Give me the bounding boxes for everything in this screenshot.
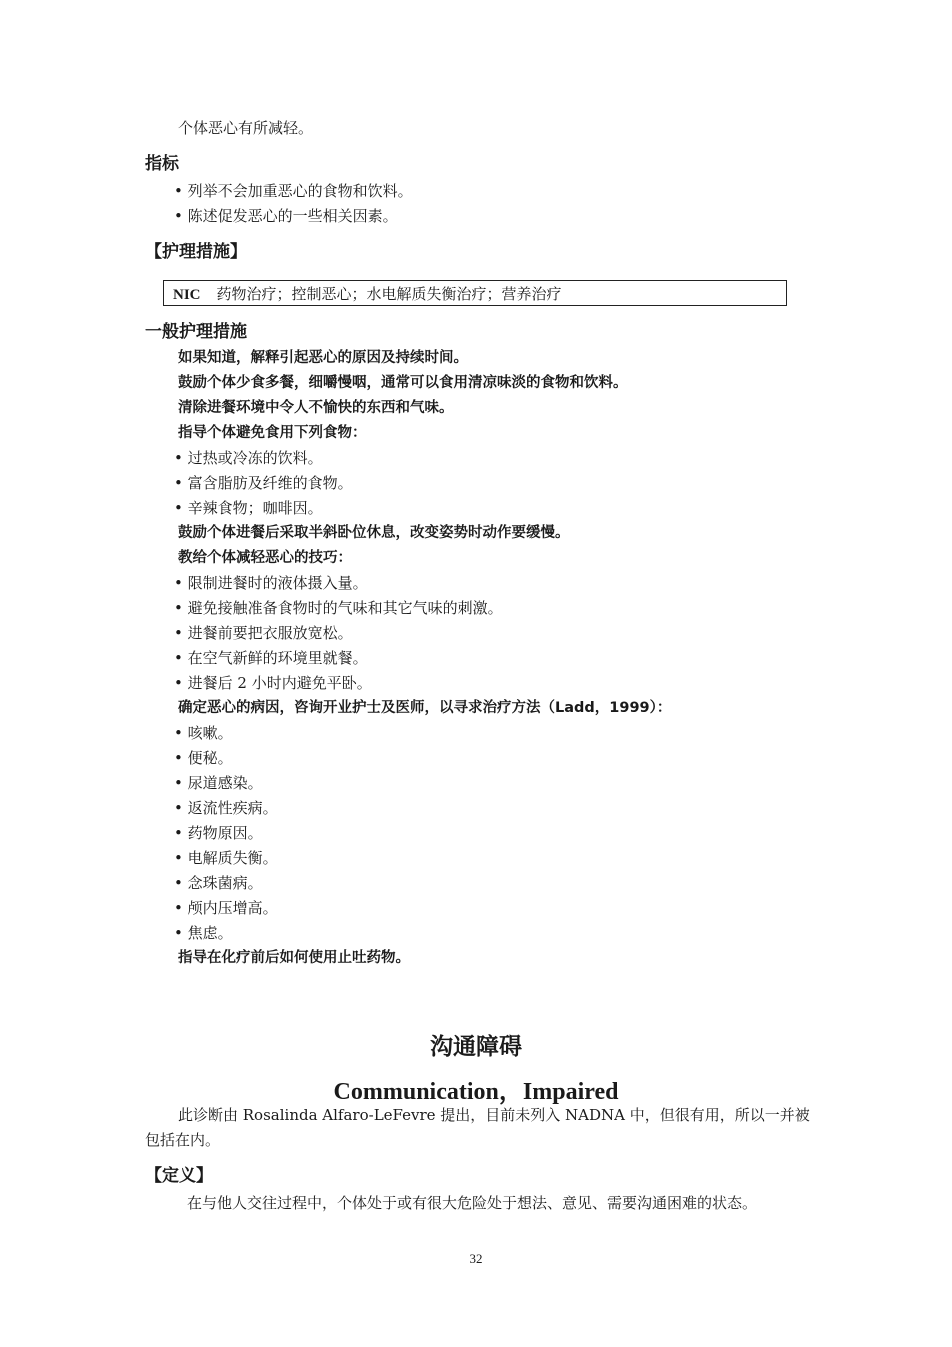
nic-box <box>163 280 787 306</box>
food-item: • 过热或冷冻的饮料。 <box>174 449 323 467</box>
general-heading: 一般护理措施 <box>145 322 247 342</box>
cause-item: • 电解质失衡。 <box>174 849 278 867</box>
measure-text: 指导在化疗前后如何使用止吐药物。 <box>178 950 410 966</box>
measure-text: 鼓励个体进餐后采取半斜卧位休息，改变姿势时动作要缓慢。 <box>178 525 570 541</box>
nic-label: NIC <box>173 287 201 303</box>
cause-item: • 咳嗽。 <box>174 724 233 742</box>
cause-item: • 念珠菌病。 <box>174 874 263 892</box>
section-title-cn: 沟通障碍 <box>430 1034 522 1060</box>
technique-item: • 限制进餐时的液体摄入量。 <box>174 574 368 592</box>
technique-item: • 在空气新鲜的环境里就餐。 <box>174 649 368 667</box>
measure-text: 鼓励个体少食多餐，细嚼慢咽，通常可以食用清凉味淡的食物和饮料。 <box>178 375 628 391</box>
nursing-heading: 【护理措施】 <box>145 242 247 262</box>
cause-item: • 便秘。 <box>174 749 233 767</box>
nic-text: 药物治疗；控制恶心；水电解质失衡治疗；营养治疗 <box>216 285 562 303</box>
measure-text: 教给个体减轻恶心的技巧： <box>178 550 352 566</box>
indicators-heading: 指标 <box>145 154 179 174</box>
indicator-item: • 列举不会加重恶心的食物和饮料。 <box>174 182 413 200</box>
section-title-en: Communication，Impaired <box>333 1079 619 1105</box>
food-item: • 辛辣食物；咖啡因。 <box>174 499 323 517</box>
cause-item: • 尿道感染。 <box>174 774 263 792</box>
cause-item: • 药物原因。 <box>174 824 263 842</box>
measure-text: 指导个体避免食用下列食物： <box>178 425 367 441</box>
section-intro: 此诊断由 Rosalinda Alfaro-LeFevre 提出，目前未列入 NADNA 中，但很有用，所以一并被包括在内。 <box>145 1106 810 1149</box>
page-number: 32 <box>469 1251 483 1266</box>
technique-item: • 进餐后 2 小时内避免平卧。 <box>174 674 372 692</box>
measure-text: 清除进餐环境中令人不愉快的东西和气味。 <box>178 400 454 416</box>
definition-text: 在与他人交往过程中，个体处于或有很大危险处于想法、意见、需要沟通困难的状态。 <box>187 1194 758 1212</box>
food-item: • 富含脂肪及纤维的食物。 <box>174 474 353 492</box>
measure-text: 确定恶心的病因，咨询开业护士及医师，以寻求治疗方法（Ladd，1999）： <box>178 700 672 716</box>
technique-item: • 进餐前要把衣服放宽松。 <box>174 624 353 642</box>
cause-item: • 颅内压增高。 <box>174 899 278 917</box>
intro-line: 个体恶心有所减轻。 <box>178 119 314 137</box>
definition-heading: 【定义】 <box>145 1166 213 1186</box>
cause-item: • 返流性疾病。 <box>174 799 278 817</box>
technique-item: • 避免接触准备食物时的气味和其它气味的刺激。 <box>174 599 503 617</box>
measure-text: 如果知道，解释引起恶心的原因及持续时间。 <box>178 350 468 366</box>
cause-item: • 焦虑。 <box>174 924 233 942</box>
indicator-item: • 陈述促发恶心的一些相关因素。 <box>174 207 398 225</box>
